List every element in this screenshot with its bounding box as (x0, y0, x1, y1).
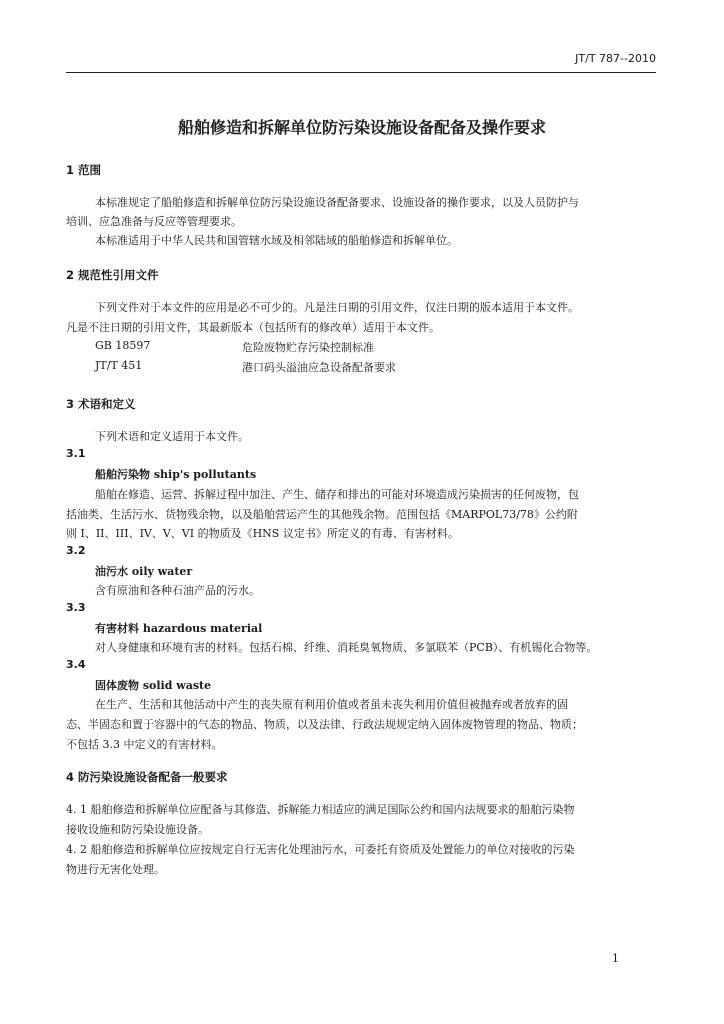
term-definition-line-2: 态、半固态和置于容器中的气态的物品、物质，以及法律、行政法规规定纳入固体废物管理的物品、物质； (66, 718, 583, 731)
term-title: 固体废物 solid waste (95, 679, 212, 692)
term-definition-line-1: 含有原油和各种石油产品的污水。 (95, 584, 260, 597)
reference-title: 港口码头溢油应急设备配备要求 (242, 361, 396, 374)
term-definition-line-3: 不包括 3.3 中定义的有害材料。 (66, 738, 223, 751)
reference-title: 危险废物贮存污染控制标准 (242, 341, 374, 354)
section-4-heading: 4 防污染设施设备配备一般要求 (66, 770, 228, 784)
section-3-intro: 下列术语和定义适用于本文件。 (95, 430, 249, 443)
standard-code: JT/T 787--2010 (575, 52, 656, 65)
term-number: 3.1 (66, 447, 86, 460)
term-title: 船舶污染物 ship's pollutants (95, 468, 257, 481)
page-number: 1 (612, 952, 619, 965)
term-definition-line-1: 对人身健康和环境有害的材料。包括石棉、纤维、消耗臭氧物质、多氯联苯（PCB）、有机锡化合物等。 (95, 641, 598, 654)
reference-code: GB 18597 (95, 339, 151, 352)
section-2-paragraph-line-1: 下列文件对于本文件的应用是必不可少的。凡是注日期的引用文件，仅注日期的版本适用于本文件。 (95, 301, 579, 314)
section-1-paragraph-2: 本标准适用于中华人民共和国管辖水域及相邻陆域的船舶修造和拆解单位。 (95, 234, 458, 247)
reference-code: JT/T 451 (95, 359, 143, 372)
term-number: 3.3 (66, 601, 86, 614)
term-number: 3.4 (66, 658, 86, 671)
section-2-paragraph-line-2: 凡是不注日期的引用文件，其最新版本（包括所有的修改单）适用于本文件。 (66, 321, 440, 334)
term-definition-line-1: 在生产、生活和其他活动中产生的丧失原有利用价值或者虽未丧失利用价值但被抛弃或者放弃的固 (95, 698, 568, 711)
term-definition-line-1: 船舶在修造、运营、拆解过程中加注、产生、储存和排出的可能对环境造成污染损害的任何废物，包 (95, 488, 579, 501)
term-definition-line-2: 括油类、生活污水、货物残余物，以及船舶营运产生的其他残余物。范围包括《MARPOL73/78》公约附 (66, 508, 578, 521)
term-definition-line-3: 则 I、II、III、IV、V、VI 的物质及《HNS 议定书》所定义的有毒、有害材料。 (66, 527, 459, 540)
section-1-paragraph-1-line-2: 培训、应急准备与反应等管理要求。 (66, 215, 242, 228)
clause-4-1-line-1: 4. 1 船舶修造和拆解单位应配备与其修造、拆解能力相适应的满足国际公约和国内法规要求的船舶污染物 (66, 803, 575, 816)
term-title: 有害材料 hazardous material (95, 622, 263, 635)
section-2-heading: 2 规范性引用文件 (66, 268, 159, 282)
section-1-paragraph-1-line-1: 本标准规定了船舶修造和拆解单位防污染设施设备配备要求、设施设备的操作要求，以及人员防护与 (95, 196, 579, 209)
clause-4-2-line-1: 4. 2 船舶修造和拆解单位应按规定自行无害化处理油污水，可委托有资质及处置能力的单位对接收的污染 (66, 843, 575, 856)
term-number: 3.2 (66, 544, 86, 557)
document-title: 船舶修造和拆解单位防污染设施设备配备及操作要求 (177, 118, 546, 137)
section-3-heading: 3 术语和定义 (66, 397, 136, 411)
header-rule (66, 72, 656, 73)
clause-4-1-line-2: 接收设施和防污染设施设备。 (66, 823, 209, 836)
clause-4-2-line-2: 物进行无害化处理。 (66, 863, 165, 876)
term-title: 油污水 oily water (95, 565, 193, 578)
section-1-heading: 1 范围 (66, 163, 102, 177)
